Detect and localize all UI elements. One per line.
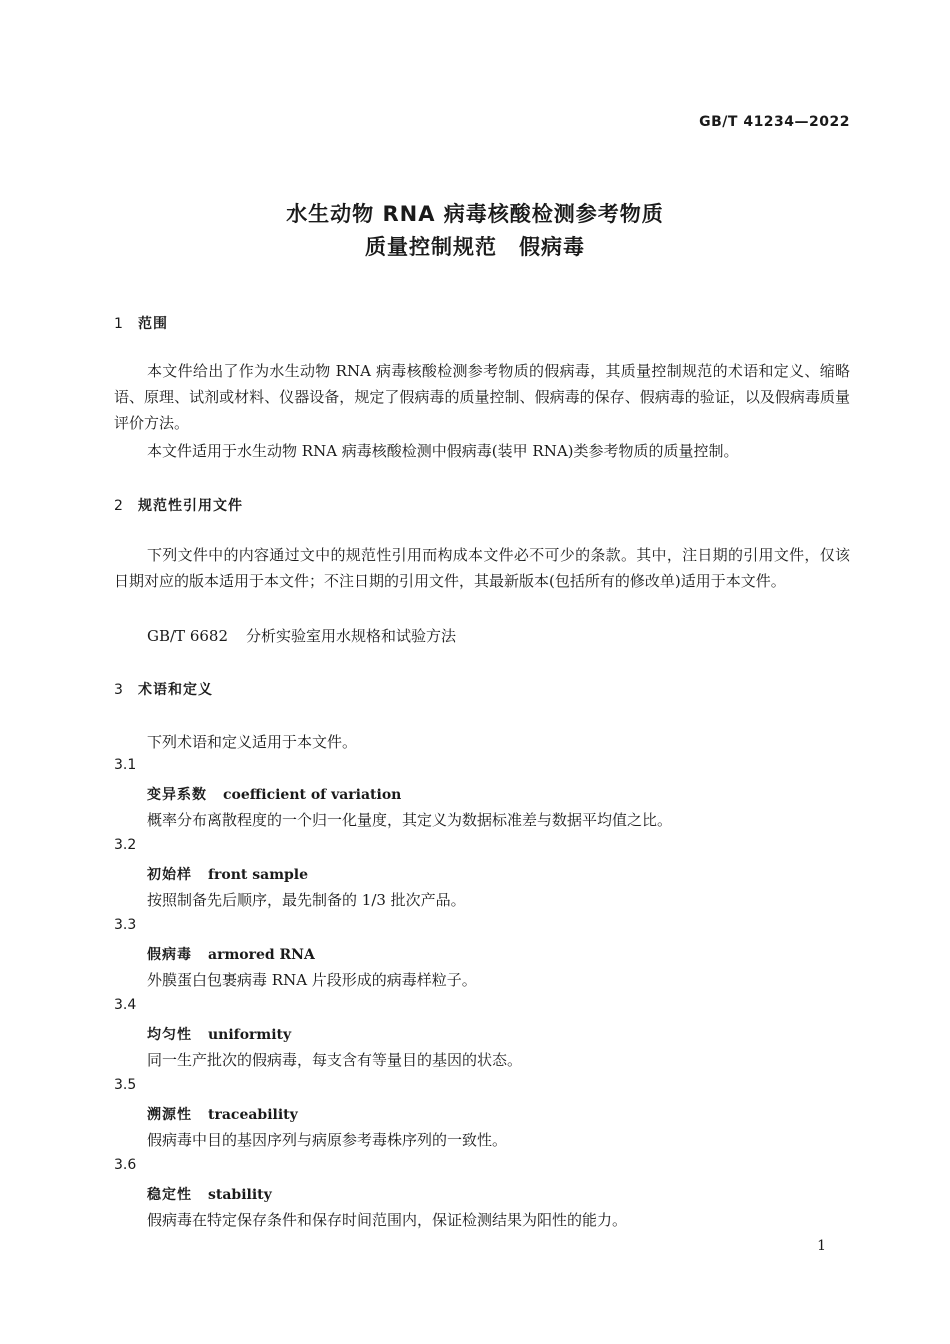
term-number: 3.3 xyxy=(114,917,137,933)
term-definition: 概率分布离散程度的一个归一化量度，其定义为数据标准差与数据平均值之比。 xyxy=(147,811,673,829)
term-definition: 同一生产批次的假病毒，每支含有等量目的基因的状态。 xyxy=(147,1051,523,1069)
section-3-heading xyxy=(114,679,213,699)
term-heading xyxy=(147,1104,298,1124)
term-definition: 假病毒在特定保存条件和保存时间范围内，保证检测结果为阳性的能力。 xyxy=(147,1211,628,1229)
section-title: 术语和定义 xyxy=(138,682,213,698)
document-title-line1: 水生动物 RNA 病毒核酸检测参考物质 xyxy=(286,202,664,226)
term-number: 3.4 xyxy=(114,997,137,1013)
term-number: 3.5 xyxy=(114,1077,137,1093)
section-2-heading xyxy=(114,495,243,515)
document-title-line2: 质量控制规范 假病毒 xyxy=(365,235,585,259)
section-1-heading xyxy=(114,313,168,333)
term-zh: 稳定性 xyxy=(147,1187,192,1203)
term-heading xyxy=(147,1024,291,1044)
section-number: 1 xyxy=(114,316,124,332)
term-en: uniformity xyxy=(208,1027,292,1043)
section-number: 2 xyxy=(114,498,124,514)
normative-reference xyxy=(147,625,456,646)
term-zh: 初始样 xyxy=(147,867,192,883)
section-1-paragraph-1: 本文件给出了作为水生动物 RNA 病毒核酸检测参考物质的假病毒，其质量控制规范的术语和定义、缩略语、原理、试剂或材料、仪器设备，规定了假病毒的质量控制、假病毒的保存、假病毒的验证，以及假病毒质量评价方法。 xyxy=(114,362,850,432)
term-zh: 变异系数 xyxy=(147,787,207,803)
term-heading xyxy=(147,1184,272,1204)
term-en: armored RNA xyxy=(208,947,315,963)
term-number: 3.1 xyxy=(114,757,137,773)
section-3-intro: 下列术语和定义适用于本文件。 xyxy=(147,733,358,751)
term-number: 3.6 xyxy=(114,1157,137,1173)
term-en: front sample xyxy=(208,867,309,883)
standard-code: GB/T 41234—2022 xyxy=(699,114,850,130)
term-definition: 按照制备先后顺序，最先制备的 1/3 批次产品。 xyxy=(147,891,466,909)
section-title: 规范性引用文件 xyxy=(138,498,243,514)
term-heading xyxy=(147,864,308,884)
section-2-paragraph-1: 下列文件中的内容通过文中的规范性引用而构成本文件必不可少的条款。其中，注日期的引用文件，仅该日期对应的版本适用于本文件；不注日期的引用文件，其最新版本(包括所有的修改单)适用于本文件。 xyxy=(114,546,850,590)
term-zh: 溯源性 xyxy=(147,1107,192,1123)
term-zh: 均匀性 xyxy=(147,1027,192,1043)
term-heading xyxy=(147,944,315,964)
term-en: traceability xyxy=(208,1107,298,1123)
term-definition: 外膜蛋白包裹病毒 RNA 片段形成的病毒样粒子。 xyxy=(147,971,477,989)
term-heading xyxy=(147,784,401,804)
term-zh: 假病毒 xyxy=(147,947,192,963)
page-number: 1 xyxy=(817,1238,826,1254)
term-number: 3.2 xyxy=(114,837,137,853)
reference-title: 分析实验室用水规格和试验方法 xyxy=(246,627,457,645)
section-1-paragraph-2: 本文件适用于水生动物 RNA 病毒核酸检测中假病毒(装甲 RNA)类参考物质的质量控制。 xyxy=(147,442,739,460)
term-definition: 假病毒中目的基因序列与病原参考毒株序列的一致性。 xyxy=(147,1131,508,1149)
section-title: 范围 xyxy=(138,316,168,332)
term-en: stability xyxy=(208,1187,272,1203)
term-en: coefficient of variation xyxy=(223,787,402,803)
section-number: 3 xyxy=(114,682,124,698)
reference-code: GB/T 6682 xyxy=(147,627,229,645)
